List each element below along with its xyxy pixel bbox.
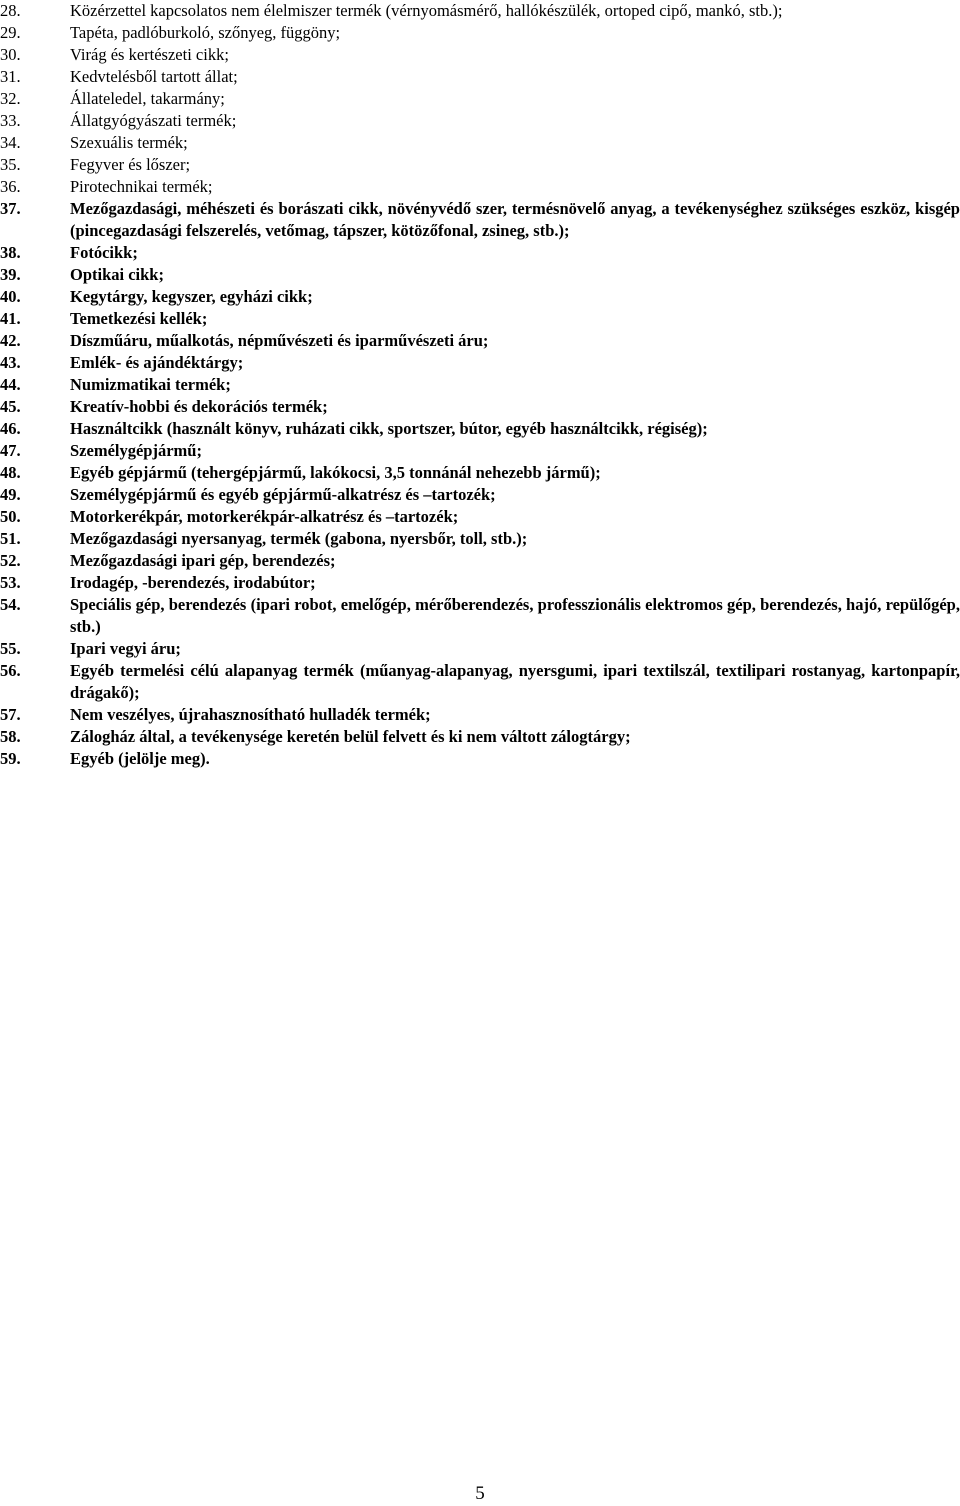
list-item (0, 132, 960, 154)
item-number: 46. (0, 419, 21, 438)
item-text: Fotócikk; (70, 243, 138, 262)
list-item (0, 242, 960, 264)
list-item (0, 528, 960, 550)
list-item (0, 550, 960, 572)
item-text: Optikai cikk; (70, 265, 164, 284)
item-text: Egyéb gépjármű (tehergépjármű, lakókocsi, 3,5 tonnánál nehezebb jármű); (70, 463, 601, 482)
item-text: Mezőgazdasági ipari gép, berendezés; (70, 551, 336, 570)
list-item (0, 748, 960, 770)
item-number: 47. (0, 441, 21, 460)
item-number: 56. (0, 661, 21, 680)
list-item (0, 506, 960, 528)
list-item (0, 660, 960, 704)
list-item (0, 462, 960, 484)
item-text: Zálogház által, a tevékenysége keretén belül felvett és ki nem váltott zálogtárgy; (70, 727, 631, 746)
item-text: Temetkezési kellék; (70, 309, 208, 328)
list-item (0, 572, 960, 594)
item-number: 32. (0, 89, 21, 108)
item-text: Emlék- és ajándéktárgy; (70, 353, 244, 372)
item-text: Díszműáru, műalkotás, népművészeti és iparművészeti áru; (70, 331, 489, 350)
list-item (0, 374, 960, 396)
item-number: 59. (0, 749, 21, 768)
item-number: 28. (0, 1, 21, 20)
item-number: 36. (0, 177, 21, 196)
item-number: 41. (0, 309, 21, 328)
page-number: 5 (475, 1483, 485, 1504)
list-item (0, 286, 960, 308)
item-number: 37. (0, 199, 21, 218)
list-item (0, 44, 960, 66)
item-text: Mezőgazdasági nyersanyag, termék (gabona, nyersbőr, toll, stb.); (70, 529, 528, 548)
item-number: 49. (0, 485, 21, 504)
list-item (0, 176, 960, 198)
item-number: 48. (0, 463, 21, 482)
item-text: Motorkerékpár, motorkerékpár-alkatrész és –tartozék; (70, 507, 459, 526)
list-item (0, 594, 960, 638)
item-number: 34. (0, 133, 21, 152)
item-number: 55. (0, 639, 21, 658)
item-number: 44. (0, 375, 21, 394)
list-item (0, 308, 960, 330)
list-item (0, 110, 960, 132)
item-text: Állatgyógyászati termék; (70, 111, 237, 130)
list-item (0, 726, 960, 748)
item-number: 54. (0, 595, 21, 614)
item-text: Fegyver és lőszer; (70, 155, 191, 174)
list-item (0, 440, 960, 462)
list-item (0, 66, 960, 88)
item-number: 35. (0, 155, 21, 174)
item-number: 50. (0, 507, 21, 526)
list-item (0, 0, 960, 22)
item-text: Speciális gép, berendezés (ipari robot, emelőgép, mérőberendezés, professzionális elektromos gép, berendezés, hajó, repülőgép, stb.) (70, 595, 960, 636)
item-number: 53. (0, 573, 21, 592)
item-number: 29. (0, 23, 21, 42)
item-number: 51. (0, 529, 21, 548)
item-text: Kedvtelésből tartott állat; (70, 67, 238, 86)
list-item (0, 88, 960, 110)
item-number: 31. (0, 67, 21, 86)
item-text: Személygépjármű és egyéb gépjármű-alkatrész és –tartozék; (70, 485, 496, 504)
item-number: 43. (0, 353, 21, 372)
item-text: Mezőgazdasági, méhészeti és borászati cikk, növényvédő szer, termésnövelő anyag, a tevékenységhez szükséges eszköz, kisgép (pincegazdasági felszerelés, vetőmag, tápszer, kötözőfonal, zsineg, stb.); (70, 199, 960, 240)
item-text: Állateledel, takarmány; (70, 89, 225, 108)
list-item (0, 352, 960, 374)
list-item (0, 396, 960, 418)
item-number: 40. (0, 287, 21, 306)
item-number: 58. (0, 727, 21, 746)
item-text: Numizmatikai termék; (70, 375, 231, 394)
item-text: Közérzettel kapcsolatos nem élelmiszer termék (vérnyomásmérő, hallókészülék, ortoped cipő, mankó, stb.); (70, 1, 783, 20)
list-item (0, 22, 960, 44)
item-text: Használtcikk (használt könyv, ruházati cikk, sportszer, bútor, egyéb használtcikk, régiség); (70, 419, 708, 438)
list-item (0, 704, 960, 726)
item-text: Kreatív-hobbi és dekorációs termék; (70, 397, 328, 416)
item-text: Szexuális termék; (70, 133, 188, 152)
item-number: 39. (0, 265, 21, 284)
list-item (0, 484, 960, 506)
list-item (0, 330, 960, 352)
item-text: Virág és kertészeti cikk; (70, 45, 229, 64)
item-text: Ipari vegyi áru; (70, 639, 181, 658)
list-item (0, 418, 960, 440)
item-number: 38. (0, 243, 21, 262)
item-number: 33. (0, 111, 21, 130)
list-item (0, 638, 960, 660)
item-number: 52. (0, 551, 21, 570)
item-text: Kegytárgy, kegyszer, egyházi cikk; (70, 287, 313, 306)
item-text: Nem veszélyes, újrahasznosítható hulladék termék; (70, 705, 431, 724)
item-number: 30. (0, 45, 21, 64)
item-text: Személygépjármű; (70, 441, 202, 460)
item-text: Tapéta, padlóburkoló, szőnyeg, függöny; (70, 23, 341, 42)
list-item (0, 154, 960, 176)
item-number: 45. (0, 397, 21, 416)
list-item (0, 198, 960, 242)
list-item (0, 264, 960, 286)
item-text: Irodagép, -berendezés, irodabútor; (70, 573, 316, 592)
item-text: Egyéb (jelölje meg). (70, 749, 210, 768)
item-text: Egyéb termelési célú alapanyag termék (műanyag-alapanyag, nyersgumi, ipari textilszál, textilipari rostanyag, kartonpapír, drágakő); (70, 661, 960, 702)
item-text: Pirotechnikai termék; (70, 177, 213, 196)
item-number: 57. (0, 705, 21, 724)
item-number: 42. (0, 331, 21, 350)
